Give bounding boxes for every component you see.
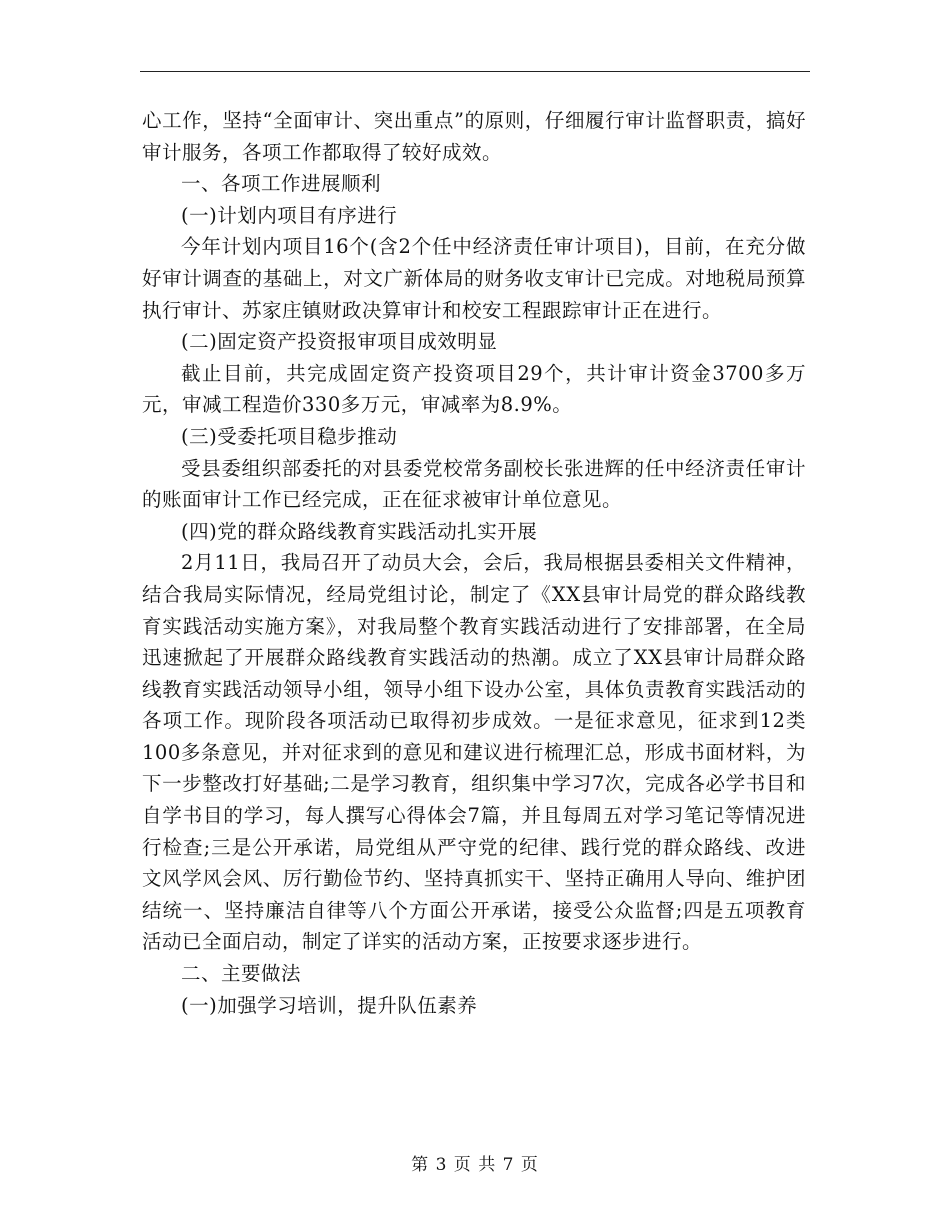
subheading-entrusted-projects: (三)受委托项目稳步推动 [181, 424, 398, 448]
subheading-planned-projects: (一)计划内项目有序进行 [181, 203, 398, 227]
subheading-training: (一)加强学习培训，提升队伍素养 [181, 993, 478, 1017]
paragraph-fixed-assets: 截止目前，共完成固定资产投资项目29个，共计审计资金3700多万元，审减工程造价330多万元，审减率为8.9%。 [142, 361, 806, 417]
section-heading-progress: 一、各项工作进展顺利 [181, 172, 382, 196]
paragraph-continuation: 心工作，坚持“全面审计、突出重点”的原则，仔细履行审计监督职责，搞好审计服务，各项工作都取得了较好成效。 [142, 109, 806, 164]
subheading-mass-line-education: (四)党的群众路线教育实践活动扎实开展 [181, 519, 538, 543]
page-number-footer: 第 3 页 共 7 页 [411, 1155, 539, 1175]
document-body [142, 105, 806, 1021]
header-rule [140, 71, 810, 72]
section-heading-main-methods: 二、主要做法 [181, 962, 302, 986]
paragraph-mass-line-education: 2月11日，我局召开了动员大会，会后，我局根据县委相关文件精神，结合我局实际情况，经局党组讨论，制定了《XX县审计局党的群众路线教育实践活动实施方案》，对我局整个教育实践活动进行了安排部署，在全局迅速掀起了开展群众路线教育实践活动的热潮。成立了XX县审计局群众路线教育实践活动领导小组，领导小组下设办公室，具体负责教育实践活动的各项工作。现阶段各项活动已取得初步成效。一是征求意见，征求到12类100多条意见，并对征求到的意见和建议进行梳理汇总，形成书面材料，为下一步整改打好基础;二是学习教育，组织集中学习7次，完成各必学书目和自学书目的学习，每人撰写心得体会7篇，并且每周五对学习笔记等情况进行检查;三是公开承诺，局党组从严守党的纪律、践行党的群众路线、改进文风学风会风、厉行勤俭节约、坚持真抓实干、坚持正确用人导向、维护团结统一、坚持廉洁自律等八个方面公开承诺，接受公众监督;四是五项教育活动已全面启动，制定了详实的活动方案，正按要求逐步进行。 [142, 551, 806, 954]
subheading-fixed-assets: (二)固定资产投资报审项目成效明显 [181, 330, 498, 354]
paragraph-entrusted-projects: 受县委组织部委托的对县委党校常务副校长张进辉的任中经济责任审计的账面审计工作已经完成，正在征求被审计单位意见。 [142, 456, 806, 512]
paragraph-planned-projects: 今年计划内项目16个(含2个任中经济责任审计项目)，目前，在充分做好审计调查的基础上，对文广新体局的财务收支审计已完成。对地税局预算执行审计、苏家庄镇财政决算审计和校安工程跟踪审计正在进行。 [142, 235, 806, 322]
